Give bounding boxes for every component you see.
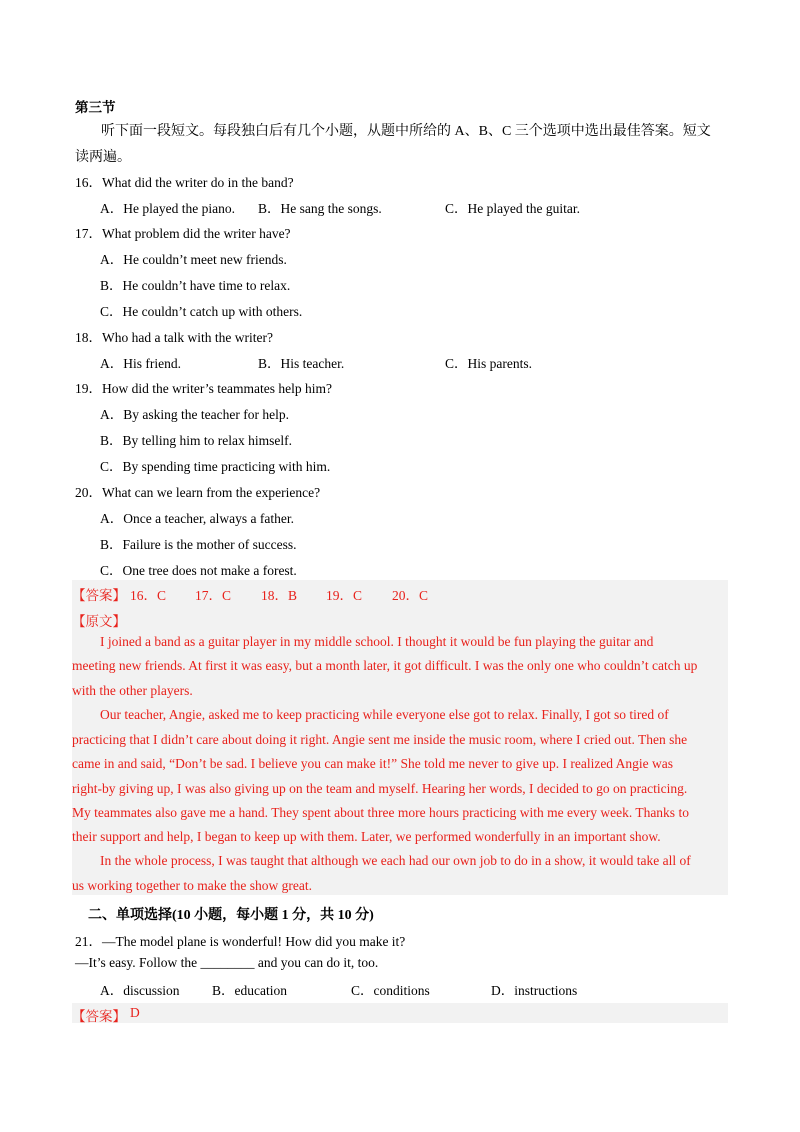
question-18-option-c: C．His parents. [445, 356, 532, 371]
question-18-option-b: B．His teacher. [258, 356, 345, 371]
original-text-line: My teammates also gave me a hand. They spent about three more hours practicing with me every week. Thanks to [72, 805, 689, 820]
answer-19: 19．C [326, 588, 363, 603]
question-16-option-c: C．He played the guitar. [445, 201, 580, 216]
original-text-line: with the other players. [72, 683, 193, 698]
question-21-option-d: D．instructions [491, 983, 578, 998]
question-17-stem: 17．What problem did the writer have? [75, 226, 291, 241]
question-19-stem: 19．How did the writer’s teammates help him? [75, 381, 332, 396]
answer-20: 20．C [392, 588, 429, 603]
original-text-label: 【原文】 [72, 614, 126, 629]
question-20-option-a: A．Once a teacher, always a father. [100, 511, 294, 526]
question-17-option-c: C．He couldn’t catch up with others. [100, 304, 303, 319]
question-21-stem: 21．—The model plane is wonderful! How did you make it? [75, 934, 406, 949]
original-text-line: Our teacher, Angie, asked me to keep practicing while everyone else got to relax. Finally, I got so tired of [100, 707, 669, 722]
question-19-option-b: B．By telling him to relax himself. [100, 433, 292, 448]
answer-17: 17．C [195, 588, 232, 603]
answer-label-2: 【答案】 [72, 1009, 126, 1024]
answer-18: 18．B [261, 588, 298, 603]
answer-shaded-block-2 [72, 1003, 728, 1023]
question-17-option-b: B．He couldn’t have time to relax. [100, 278, 291, 293]
section-title: 第三节 [75, 100, 116, 115]
question-20-option-b: B．Failure is the mother of success. [100, 537, 297, 552]
question-16-option-a: A．He played the piano. [100, 201, 235, 216]
question-21-option-c: C．conditions [351, 983, 430, 998]
question-21-reply: —It’s easy. Follow the ________ and you can do it, too. [75, 955, 379, 970]
original-text-line: I joined a band as a guitar player in my middle school. I thought it would be fun playing the guitar and [100, 634, 654, 649]
instruction-line-2: 读两遍。 [75, 150, 131, 165]
answer-16: 16．C [130, 588, 167, 603]
question-21-option-a: A．discussion [100, 983, 180, 998]
original-text-line: meeting new friends. At first it was easy, but a month later, it got difficult. I was the only one who couldn’t catch up [72, 658, 698, 673]
original-text-line: came in and said, “Don’t be sad. I believe you can make it!” She told me never to give up. I realized Angie was [72, 756, 674, 771]
original-text-line: practicing that I didn’t care about doing it right. Angie sent me inside the music room, where I cried out. Then she [72, 732, 688, 747]
section-heading: 二、单项选择(10 小题，每小题 1 分，共 10 分) [88, 908, 374, 923]
question-18-option-a: A．His friend. [100, 356, 181, 371]
answer-21: D [130, 1005, 140, 1020]
question-19-option-a: A．By asking the teacher for help. [100, 407, 289, 422]
original-text-line: their support and help, I began to keep up with them. Later, we performed wonderfully in an important show. [72, 829, 661, 844]
instruction-line-1: 听下面一段短文。每段独白后有几个小题，从题中所给的 A、B、C 三个选项中选出最佳答案。短文 [101, 124, 711, 139]
original-text-line: In the whole process, I was taught that although we each had our own job to do in a show, it would take all of [100, 853, 691, 868]
question-19-option-c: C．By spending time practicing with him. [100, 459, 331, 474]
question-16-option-b: B．He sang the songs. [258, 201, 382, 216]
answer-label-1: 【答案】 [72, 588, 126, 603]
question-20-stem: 20．What can we learn from the experience? [75, 485, 321, 500]
question-16-stem: 16．What did the writer do in the band? [75, 175, 294, 190]
question-18-stem: 18．Who had a talk with the writer? [75, 330, 273, 345]
question-17-option-a: A．He couldn’t meet new friends. [100, 252, 287, 267]
question-21-option-b: B．education [212, 983, 287, 998]
original-text-line: right-by giving up, I was also giving up on the team and myself. Hearing her words, I decided to go on practicing. [72, 781, 688, 796]
original-text-line: us working together to make the show great. [72, 878, 312, 893]
question-20-option-c: C．One tree does not make a forest. [100, 563, 297, 578]
